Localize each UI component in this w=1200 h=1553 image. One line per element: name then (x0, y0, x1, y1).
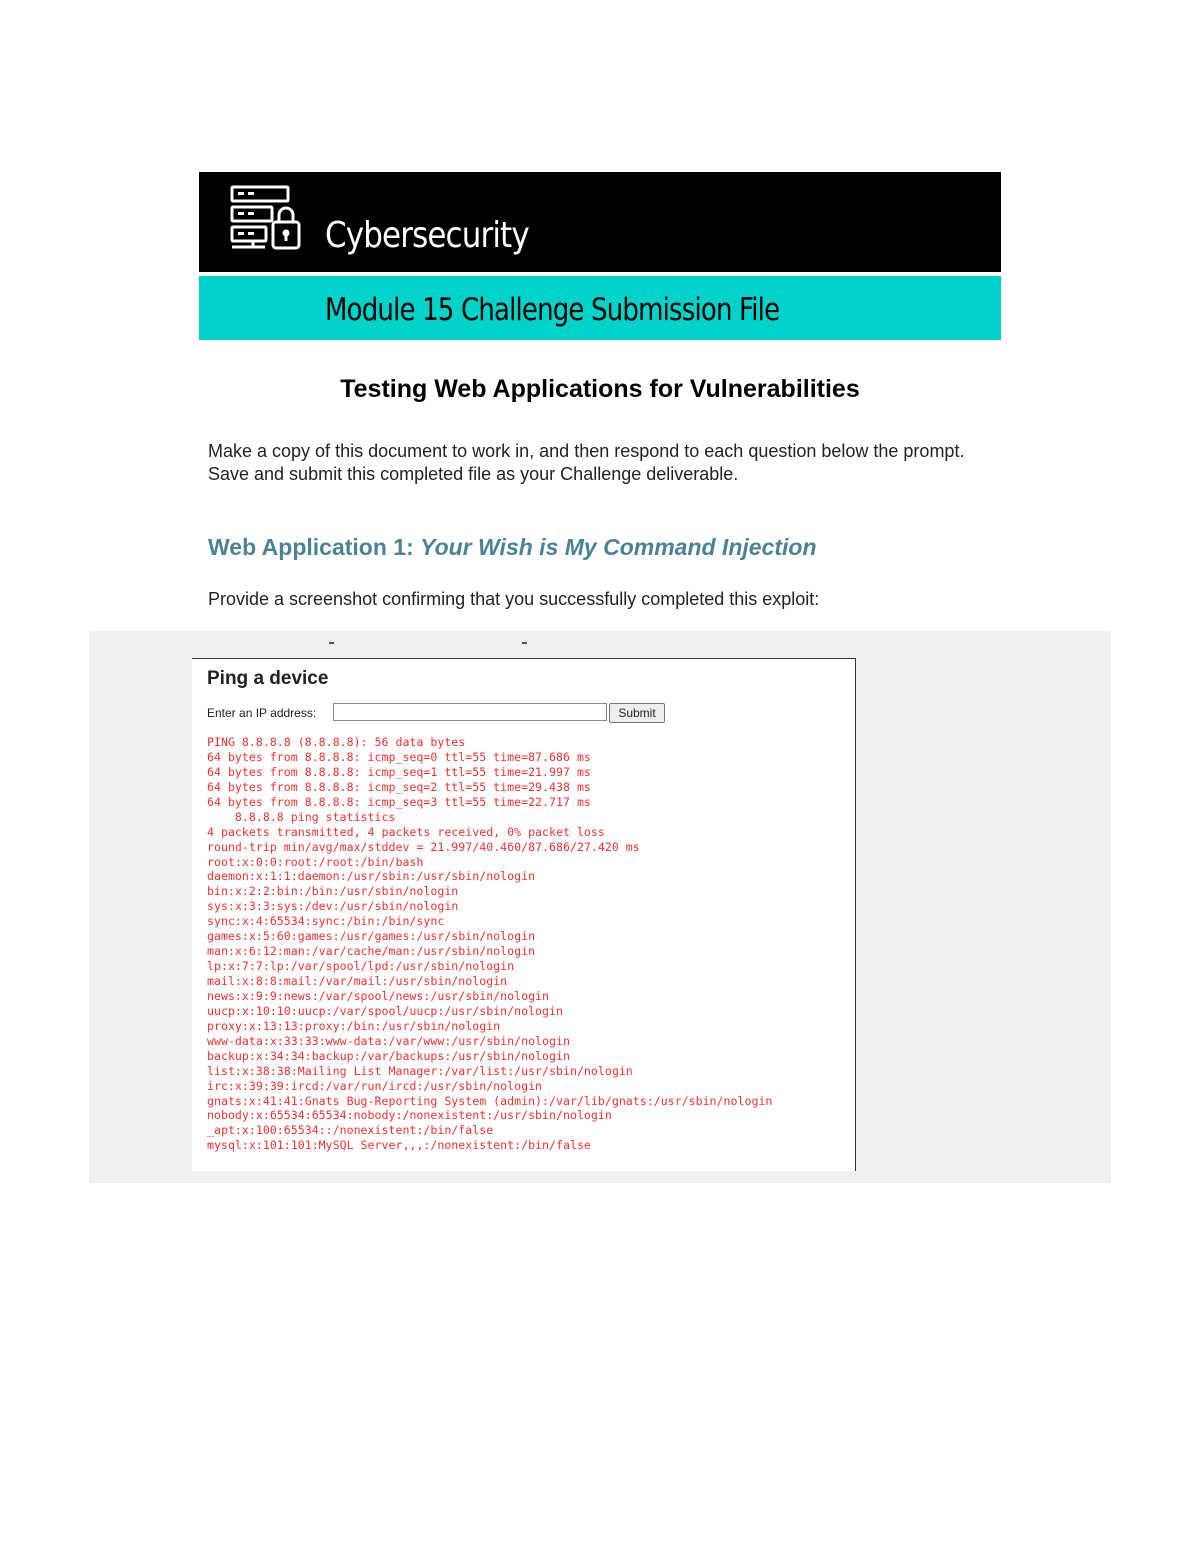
output-line: _apt:x:100:65534::/nonexistent:/bin/false (207, 1123, 494, 1138)
command-output (207, 735, 772, 1153)
output-line: gnats:x:41:41:Gnats Bug-Reporting System (admin):/var/lib/gnats:/usr/sbin/nologin (207, 1093, 773, 1108)
output-line: sync:x:4:65534:sync:/bin:/bin/sync (207, 914, 445, 929)
output-line: irc:x:39:39:ircd:/var/run/ircd:/usr/sbin/nologin (207, 1078, 543, 1093)
output-line: 64 bytes from 8.8.8.8: icmp_seq=2 ttl=55 time=29.438 ms (207, 779, 591, 794)
output-line: proxy:x:13:13:proxy:/bin:/usr/sbin/nologin (207, 1018, 501, 1033)
output-line: mysql:x:101:101:MySQL Server,,,:/nonexistent:/bin/false (207, 1138, 591, 1153)
output-line: daemon:x:1:1:daemon:/usr/sbin:/usr/sbin/nologin (207, 869, 536, 884)
ip-address-input[interactable] (333, 703, 607, 721)
output-line: news:x:9:9:news:/var/spool/news:/usr/sbin/nologin (207, 988, 550, 1003)
output-line: 8.8.8.8 ping statistics (207, 809, 396, 824)
server-lock-icon (229, 184, 305, 256)
output-line: games:x:5:60:games:/usr/games:/usr/sbin/nologin (207, 929, 536, 944)
banner-bottom-band (199, 276, 1001, 340)
submit-button[interactable]: Submit (609, 703, 665, 723)
section-name: Your Wish is My Command Injection (420, 534, 817, 560)
screenshot-container (89, 631, 1111, 1183)
output-line: round-trip min/avg/max/stddev = 21.997/40.460/87.686/27.420 ms (207, 839, 640, 854)
output-line: lp:x:7:7:lp:/var/spool/lpd:/usr/sbin/nologin (207, 959, 515, 974)
output-line: 4 packets transmitted, 4 packets received, 0% packet loss (207, 824, 605, 839)
output-line: uucp:x:10:10:uucp:/var/spool/uucp:/usr/sbin/nologin (207, 1003, 563, 1018)
crop-mark (329, 642, 334, 644)
output-line: backup:x:34:34:backup:/var/backups:/usr/sbin/nologin (207, 1048, 570, 1063)
instructions-paragraph: Make a copy of this document to work in, and then respond to each question below the prompt. Save and submit this completed file as your Challenge deliverable. (208, 441, 965, 484)
output-line: 64 bytes from 8.8.8.8: icmp_seq=1 ttl=55 time=21.997 ms (207, 764, 591, 779)
output-line: sys:x:3:3:sys:/dev:/usr/sbin/nologin (207, 899, 459, 914)
banner-top-band (199, 172, 1001, 272)
output-line: nobody:x:65534:65534:nobody:/nonexistent:/usr/sbin/nologin (207, 1108, 612, 1123)
banner-subtitle: Module 15 Challenge Submission File (325, 292, 780, 328)
ip-address-label: Enter an IP address: (207, 706, 317, 720)
output-line: root:x:0:0:root:/root:/bin/bash (207, 854, 424, 869)
output-line: 64 bytes from 8.8.8.8: icmp_seq=0 ttl=55 time=87.686 ms (207, 749, 591, 764)
ping-app-screenshot (192, 658, 856, 1171)
section-heading (208, 532, 817, 562)
screenshot-prompt: Provide a screenshot confirming that you successfully completed this exploit: (208, 589, 820, 609)
brand-name: Cybersecurity (325, 215, 529, 256)
output-line: PING 8.8.8.8 (8.8.8.8): 56 data bytes (207, 735, 466, 749)
document-title: Testing Web Applications for Vulnerabilities (340, 375, 860, 403)
output-line: list:x:38:38:Mailing List Manager:/var/list:/usr/sbin/nologin (207, 1063, 633, 1078)
ping-heading: Ping a device (207, 668, 329, 689)
output-line: man:x:6:12:man:/var/cache/man:/usr/sbin/nologin (207, 944, 536, 959)
section-label: Web Application 1: (208, 534, 414, 560)
screenshot-crop-marks (329, 642, 529, 646)
output-line: bin:x:2:2:bin:/bin:/usr/sbin/nologin (207, 884, 459, 899)
output-line: mail:x:8:8:mail:/var/mail:/usr/sbin/nologin (207, 974, 508, 988)
crop-mark (522, 642, 527, 644)
output-line: www-data:x:33:33:www-data:/var/www:/usr/sbin/nologin (207, 1033, 570, 1048)
output-line: 64 bytes from 8.8.8.8: icmp_seq=3 ttl=55 time=22.717 ms (207, 794, 591, 809)
